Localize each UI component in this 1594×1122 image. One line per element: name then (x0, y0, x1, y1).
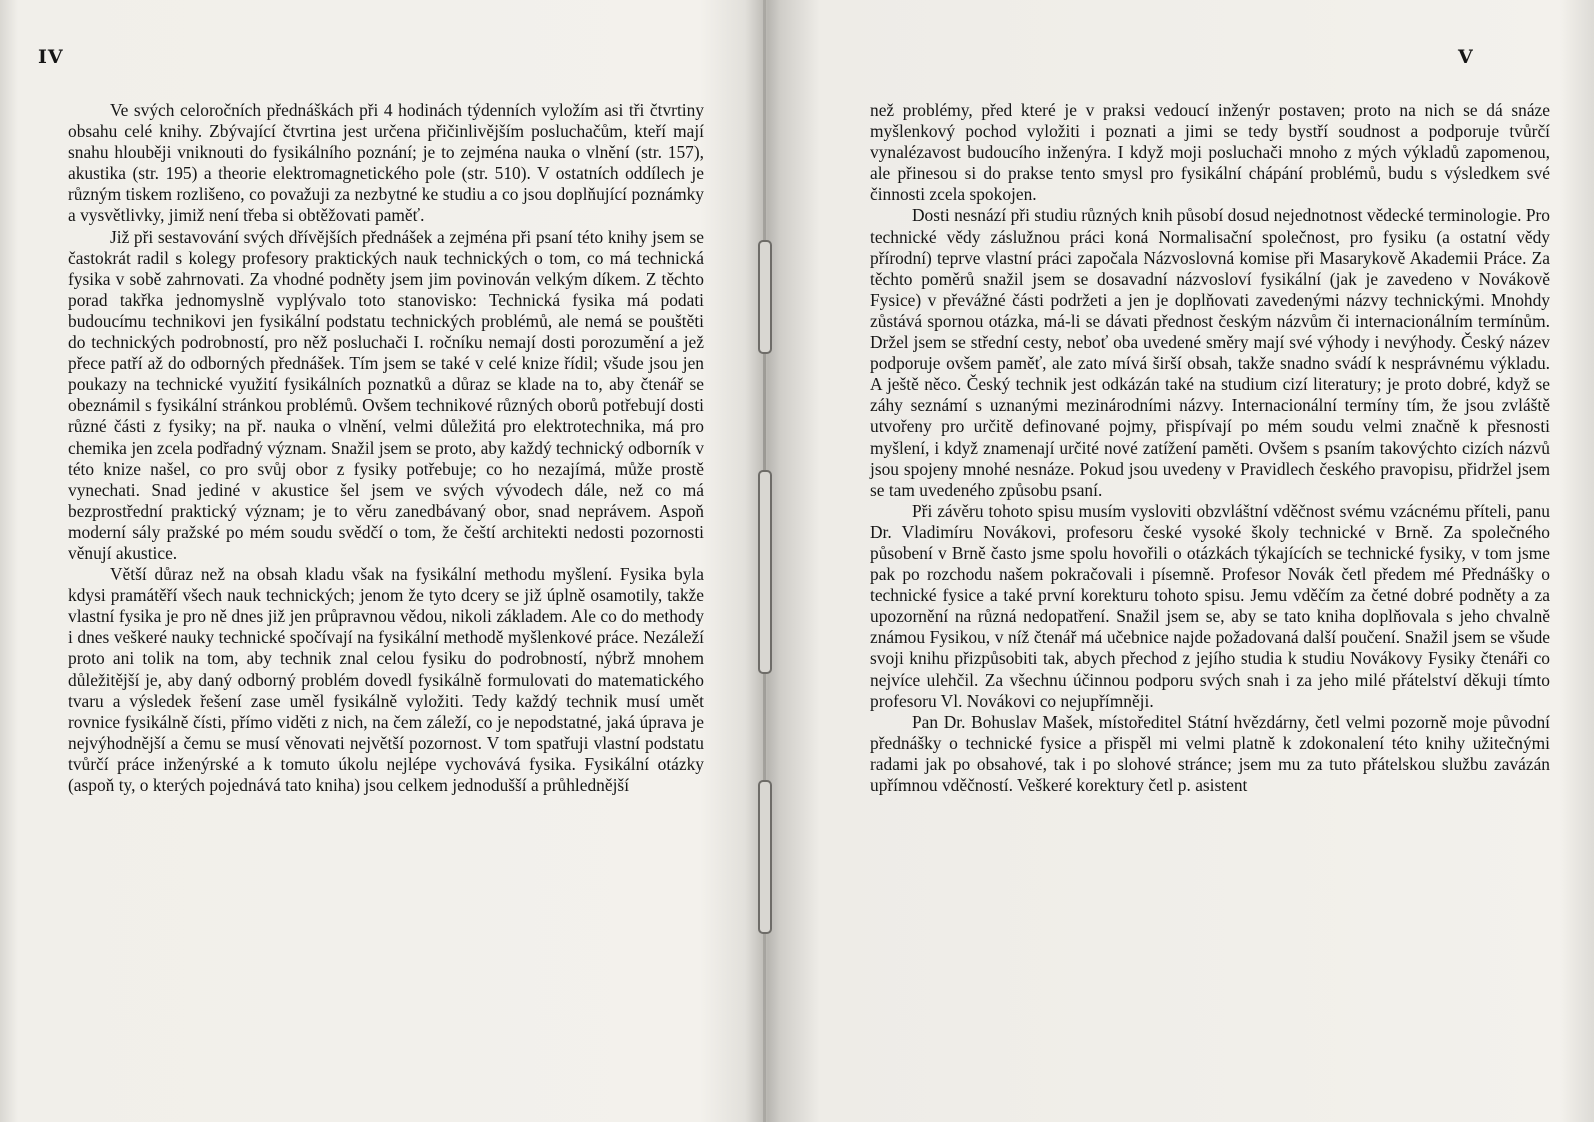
paragraph: Již při sestavování svých dřívějších přednášek a zejména při psaní této knihy jsem se častokrát radil s kolegy profesory praktických nauk technických o tom, co má technická fysika v sobě zahrnovati. Za vhodné podněty jsem jim povinován velkým díkem. Z těchto porad takřka jednomyslně vyplývalo toto stanovisko: Technická fysika má podati budoucímu technikovi jen fysikální podstatu technických problémů, ale nemá se pouštěti do technických podrobností, pro něž posluchači I. ročníku nemají dosti porozumění a jež přece patří až do odborných přednášek. Tím jsem se také v celé knize řídil; všude jsou jen poukazy na technické využití fysikálních poznatků a důraz se klade na to, aby čtenář se obeznámil s fysikální stránkou problémů. Ovšem technikové různých oborů potřebují dosti různé části z fysiky; na př. nauka o vlnění, velmi důležitá pro elektrotechnika, má pro chemika jen zcela podřadný význam. Snažil jsem se proto, aby každý technický odborník v této knize našel, co pro svůj obor z fysiky potřebuje; co ho nezajímá, může prostě vynechati. Snad jediné v akustice šel jsem ve svých vývodech dále, než co má bezprostřední praktický význam; je to věru zanedbávaný obor, snad neprávem. Aspoň moderní sály pražské po mém soudu svědčí o tom, že čeští architekti nedosti pozornosti věnují akustice. (68, 226, 704, 563)
paragraph: Pan Dr. Bohuslav Mašek, místoředitel Státní hvězdárny, četl velmi pozorně moje původní přednášky o technické fysice a přispěl mi velmi platně k zdokonalení této knihy užitečnými radami jak po obsahové, tak i po slohové stránce; jsem mu za tuto přátelskou službu zavázán upřímnou vděčností. Veškeré korektury četl p. asistent (870, 711, 1550, 795)
page-number-left: IV (38, 46, 64, 68)
paragraph: Ve svých celoročních přednáškách při 4 hodinách týdenních vyložím asi tři čtvrtiny obsahu celé knihy. Zbývající čtvrtina jest určena přičinlivějším posluchačům, kteří mají snahu hlouběji vniknouti do fysikálního poznání; je to zejména nauka o vlnění (str. 157), akustika (str. 195) a theorie elektromagnetického pole (str. 510). V ostatních oddílech je různým tiskem rozlišeno, co považuji za nezbytné ke studiu a co jsou doplňující poznámky a vysvětlivky, jimiž není třeba si obtěžovati paměť. (68, 100, 704, 226)
page-number-right: V (1458, 46, 1474, 68)
paragraph: než problémy, před které je v praksi vedoucí inženýr postaven; proto na nich se dá snáze myšlenkový pochod vyložiti i poznati a jimi se tedy bystří soudnost a podporuje tvůrčí vynalézavost budoucího inženýra. I když moji posluchači mnoho z mých výkladů zapomenou, ale přinesou si do prakse tento smysl pro fysikální chápání problémů, budu s výsledkem své činnosti zcela spokojen. (870, 100, 1550, 205)
paragraph: Větší důraz než na obsah kladu však na fysikální methodu myšlení. Fysika byla kdysi pramátěří všech nauk technických; jenom že tyto dcery se již úplně osamotily, takže vlastní fysika je pro ně dnes již jen průpravnou vědou, nikoli základem. Ale co do methody i dnes veškeré nauky technické spočívají na fysikální methodě myšlenkové práce. Nezáleží proto ani tolik na tom, aby technik znal celou fysiku do podrobností, nýbrž mnohem důležitější je, aby daný odborný problém dovedl fysikálně formulovati do matematického tvaru a výsledek řešení zase uměl fysikálně vyložiti. Tedy každý technik musí umět rovnice fysikálně čísti, přímo viděti z nich, na čem záleží, co je nepodstatné, jaká úprava je nejvýhodnější a čemu se musí věnovati největší pozornost. V tom spatřuji vlastní podstatu tvůrčí práce inženýrské a k tomuto úkolu nejlépe vychovává fysika. Fysikální otázky (aspoň ty, o kterých pojednává tato kniha) jsou celkem jednodušší a průhlednější (68, 564, 704, 795)
right-page-text (870, 100, 1550, 796)
binding-thread-middle (758, 470, 772, 674)
paragraph: Při závěru tohoto spisu musím vysloviti obzvláštní vděčnost svému vzácnému příteli, panu Dr. Vladimíru Novákovi, profesoru české vysoké školy technické v Brně. Za společného působení v Brně často jsme spolu hovořili o otázkách týkajících se technické fysiky, v tom jsme pak po rozchodu našem pokračovali i písemně. Profesor Novák četl předem mé Přednášky o technické fysice a také první korekturu tohoto spisu. Jemu vděčím za četné dobré podněty a za upozornění na různá nedopatření. Snažil jsem se, aby se tato kniha doplňovala s jeho chvalně známou Fysikou, v níž čtenář má učebnice najde požadovaná další poučení. Snažil jsem se všude svoji knihu přizpůsobiti tak, abych přechod z jejího studia k studiu Novákovy Fysiky čtenáři co nejvíce ulehčil. Za všechnu účinnou podporu svých snah i za jeho milé přátelství děkuji tímto profesoru Vl. Novákovi co nejupřímněji. (870, 500, 1550, 711)
left-page-text (68, 100, 704, 796)
paragraph: Dosti nesnází při studiu různých knih působí dosud nejednotnost vědecké terminologie. Pro technické vědy záslužnou práci koná Normalisační společnost, pro fysiku (a ostatní vědy přírodní) teprve vlastní práci započala Názvoslovná komise při Masarykově Akademii Práce. Za těchto poměrů snažil jsem se dosavadní názvosloví fysikální (jak je zavedeno v Novákově Fysice) v převážné části podržeti a jen je doplňovati zavedenými názvy technickými. Mnohdy zůstává spornou otázka, má-li se dávati přednost českým názvům či internacionálním termínům. Držel jsem se střední cesty, neboť oba uvedené směry mají své výhody i nevýhody. Český název podporuje ovšem paměť, ale zato mívá širší obsah, takže snadno svádí k nesprávnému výkladu. A ještě něco. Český technik jest odkázán také na studium cizí literatury; je proto dobré, když se záhy seznámí s uznanými mezinárodními názvy. Internacionální termíny tím, že jsou zvláště utvořeny pro určitě definované pojmy, přispívají po mém soudu velmi značně k přesnosti myšlení, i když znamenají určité nové zatížení paměti. Ovšem s psaním takovýchto cizích názvů jsou spojeny mnohé nesnáze. Pokud jsou uvedeny v Pravidlech českého pravopisu, přidržel jsem se tam uvedeného způsobu psaní. (870, 205, 1550, 500)
right-page (790, 0, 1594, 1122)
binding-thread-lower (758, 780, 772, 934)
left-page (0, 0, 760, 1122)
binding-thread-upper (758, 240, 772, 354)
